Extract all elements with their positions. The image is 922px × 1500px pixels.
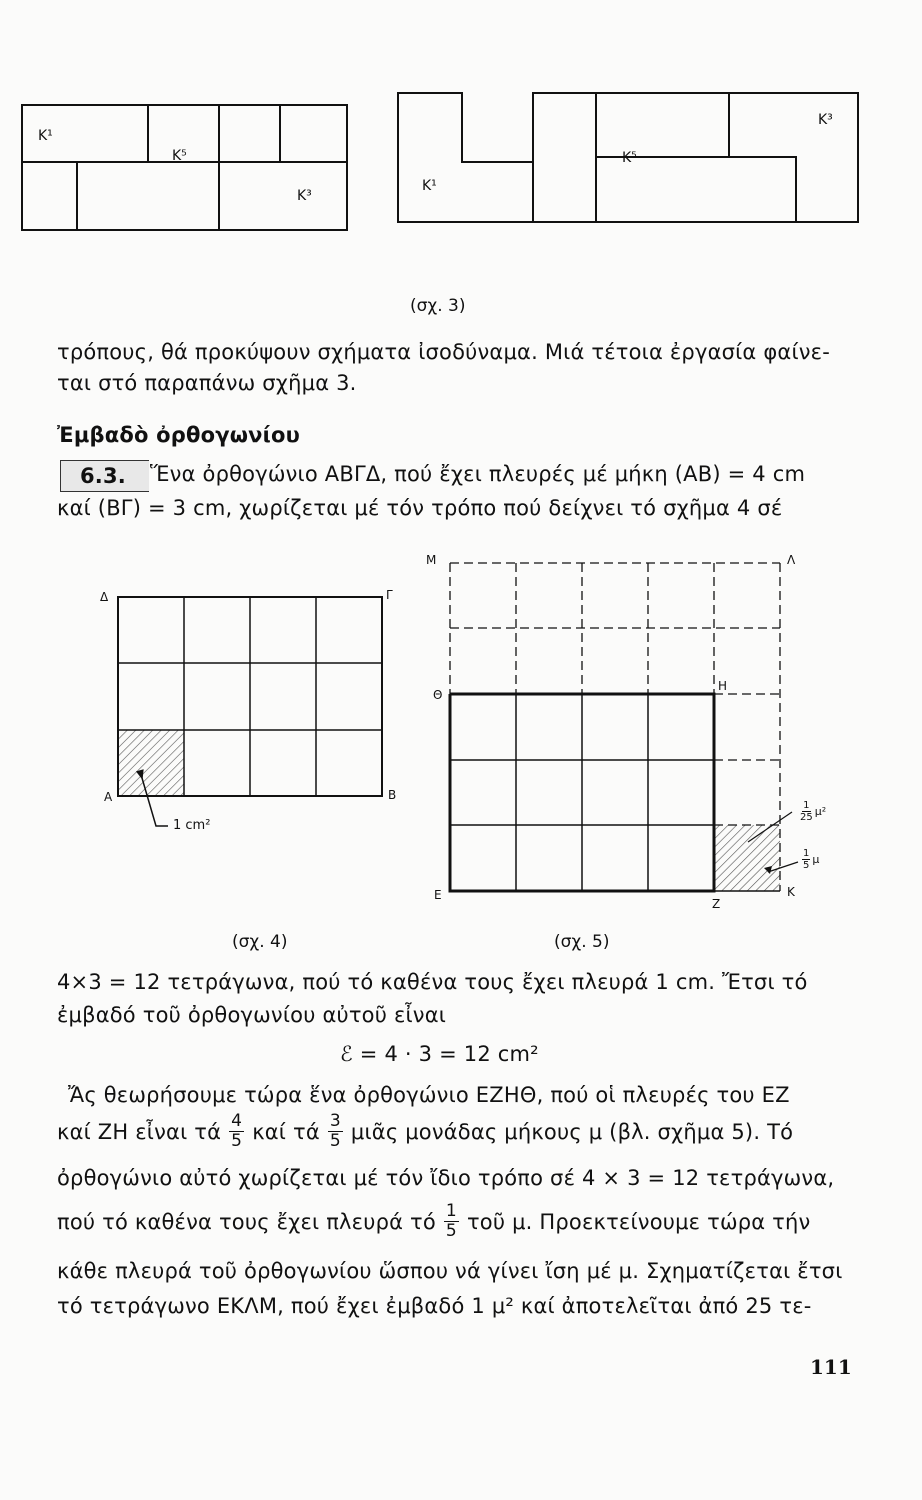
- fig3-left-shape-k1: [22, 105, 148, 230]
- fig5-side-unit: μ: [812, 853, 820, 866]
- para4-line1: Ἄς θεωρήσουμε τώρα ἕνα ὀρθογώνιο ΕΖΗΘ, πού οἱ πλευρές του ΕΖ: [68, 1083, 790, 1107]
- para4-line4: [57, 1202, 810, 1241]
- frac2-den: 5: [329, 1131, 341, 1151]
- section-title: Ἐμβαδὸ ὀρθογωνίου: [57, 423, 301, 447]
- fig5-caption: (σχ. 5): [554, 932, 610, 952]
- fig3-left-outer: [22, 105, 148, 230]
- fig5-area-num: 1: [803, 800, 810, 811]
- fig3-right-shape-k3: [729, 93, 858, 222]
- fig4-label-gamma: Γ: [386, 588, 393, 602]
- para4-line4-b: τοῦ μ. Προεκτείνουμε τώρα τήν: [466, 1209, 811, 1234]
- section-number: 6.3.: [80, 464, 126, 488]
- fig5-side-annotation: [802, 848, 819, 871]
- fig3-left-shape-k3: [219, 105, 280, 162]
- frac2-num: 3: [329, 1111, 341, 1131]
- para4-line2: [57, 1112, 793, 1151]
- fig4-unit-square: [118, 730, 184, 796]
- fig4-label-b: Β: [388, 788, 397, 802]
- para1-line1: τρόπους, θά προκύψουν σχήματα ἰσοδύναμα. Μιά τέτοια ἐργασία φαίνε-: [57, 340, 831, 364]
- fig5-label-z: Ζ: [712, 897, 721, 911]
- fig5-label-m: Μ: [426, 553, 437, 567]
- para2-line1: Ἕνα ὀρθογώνιο ΑΒΓΔ, πού ἔχει πλευρές μέ μήκη (ΑΒ) = 4 cm: [150, 462, 806, 486]
- fig3-label-k1-left: Κ¹: [38, 128, 53, 144]
- fig5-rect-ezhth: [450, 694, 714, 891]
- fig3-label-k5-left: Κ⁵: [172, 148, 187, 164]
- fig5-side-den: 5: [803, 860, 810, 871]
- fig4-outer-rect: [118, 597, 382, 796]
- frac3-num: 1: [445, 1201, 457, 1221]
- fig4-label-a: Α: [104, 790, 113, 804]
- fig3-left-outline: [22, 105, 280, 230]
- para4-line4-a: πού τό καθένα τους ἔχει πλευρά τό: [57, 1209, 436, 1234]
- fig5-area-unit: μ²: [814, 805, 827, 818]
- fig5-label-e: Ε: [434, 888, 442, 902]
- figure-3-shapes: [0, 0, 922, 240]
- fig5-label-theta: Θ: [433, 688, 443, 702]
- fig4-label-delta: Δ: [100, 590, 109, 604]
- para4-line2-a: καί ΖΗ εἶναι τά: [57, 1119, 222, 1144]
- fig4-caption: (σχ. 4): [232, 932, 288, 952]
- fig5-label-h: Η: [718, 679, 728, 693]
- para4-line6: τό τετράγωνο ΕΚΛΜ, πού ἔχει ἐμβαδό 1 μ² καί ἀποτελεῖται ἀπό 25 τε-: [57, 1294, 812, 1318]
- fig5-side-num: 1: [803, 848, 810, 859]
- fig4-unit-arrow: [142, 778, 168, 826]
- para4-line2-c: μιᾶς μονάδας μήκους μ (βλ. σχῆμα 5). Τό: [350, 1119, 794, 1144]
- para4-line3: ὀρθογώνιο αὐτό χωρίζεται μέ τόν ἴδιο τρόπο σέ 4 × 3 = 12 τετράγωνα,: [57, 1166, 835, 1190]
- fig5-label-lambda: Λ: [787, 553, 796, 567]
- fig5-area-annotation: [800, 800, 826, 823]
- fig5-unit-square: [714, 825, 780, 891]
- fig3-caption: (σχ. 3): [410, 296, 466, 316]
- para2-line2: καί (ΒΓ) = 3 cm, χωρίζεται μέ τόν τρόπο πού δείχνει τό σχῆμα 4 σέ: [57, 496, 783, 520]
- fig5-label-k: Κ: [787, 885, 795, 899]
- para3-line2: ἐμβαδό τοῦ ὀρθογωνίου αὐτοῦ εἶναι: [57, 1003, 447, 1027]
- para3-line1: 4×3 = 12 τετράγωνα, πού τό καθένα τους ἔχει πλευρά 1 cm. Ἔτσι τό: [57, 970, 808, 994]
- para3-formula: ℰ = 4 · 3 = 12 cm²: [340, 1042, 539, 1066]
- fig3-right-shape-k1: [398, 93, 533, 222]
- fig3-label-k1-right: Κ¹: [422, 178, 437, 194]
- page-number: 111: [810, 1355, 852, 1379]
- frac1-den: 5: [231, 1131, 243, 1151]
- para4-line5: κάθε πλευρά τοῦ ὀρθογωνίου ὥσπου νά γίνει ἴση μέ μ. Σχηματίζεται ἔτσι: [57, 1259, 843, 1283]
- fig4-unit-label: 1 cm²: [173, 818, 211, 833]
- para4-line2-b: καί τά: [252, 1119, 320, 1144]
- para1-line2: ται στό παραπάνω σχῆμα 3.: [57, 371, 357, 395]
- fig3-label-k3-right: Κ³: [818, 112, 833, 128]
- frac3-den: 5: [445, 1221, 457, 1241]
- fig3-label-k5-right: Κ⁵: [622, 150, 637, 166]
- frac1-num: 4: [231, 1111, 243, 1131]
- fig5-area-den: 25: [800, 812, 813, 823]
- fig3-label-k3-left: Κ³: [297, 188, 312, 204]
